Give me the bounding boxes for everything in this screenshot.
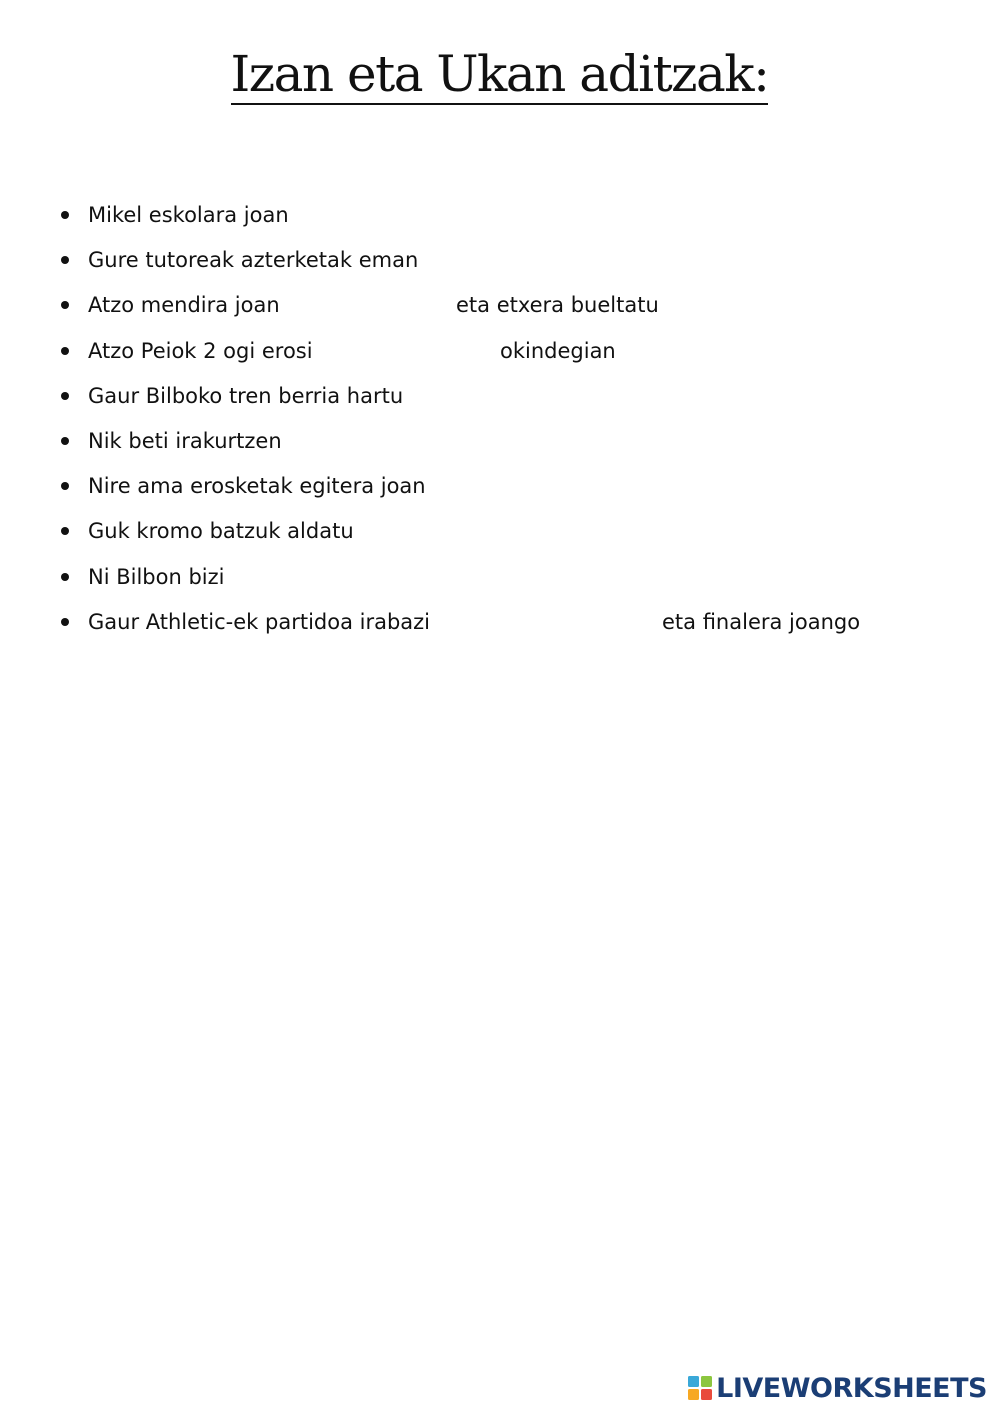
list-item (0, 377, 999, 422)
liveworksheets-logo-icon (688, 1376, 712, 1400)
bullet-icon (61, 211, 69, 219)
list-item (0, 603, 999, 648)
list-item (0, 467, 999, 512)
bullet-icon (61, 482, 69, 490)
bullet-icon (61, 618, 69, 626)
item-text: Gaur Bilboko tren berria hartu (88, 383, 404, 408)
bullet-icon (61, 301, 69, 309)
bullet-icon (61, 392, 69, 400)
item-text: Mikel eskolara joan (88, 203, 289, 227)
page-title (0, 44, 999, 104)
list-item (0, 286, 999, 331)
item-text: Gure tutoreak azterketak eman (88, 248, 419, 273)
bullet-icon (61, 437, 69, 445)
item-text: Ni Bilbon bizi (88, 564, 225, 589)
bullet-icon (61, 573, 69, 581)
list-item (0, 558, 999, 603)
item-text: Atzo mendira joan (88, 293, 280, 318)
item-text: Nire ama erosketak egitera joan (88, 474, 426, 499)
item-tail-text: okindegian (500, 338, 616, 363)
page-title-text: Izan eta Ukan aditzak: (230, 45, 769, 103)
bullet-icon (61, 256, 69, 264)
item-text: Nik beti irakurtzen (88, 428, 282, 453)
liveworksheets-logo (688, 1373, 987, 1403)
item-tail-text: eta finalera joango (662, 609, 861, 634)
bullet-icon (61, 347, 69, 355)
item-tail-text: eta etxera bueltatu (456, 293, 659, 318)
list-item (0, 241, 999, 286)
item-text: Atzo Peiok 2 ogi erosi (88, 338, 313, 363)
list-item (0, 422, 999, 467)
bullet-icon (61, 527, 69, 535)
list-item (0, 332, 999, 377)
item-text: Guk kromo batzuk aldatu (88, 519, 354, 544)
exercise-list (0, 196, 999, 648)
liveworksheets-logo-text: LIVEWORKSHEETS (716, 1372, 987, 1404)
list-item (0, 196, 999, 241)
item-text: Gaur Athletic-ek partidoa irabazi (88, 609, 431, 634)
list-item (0, 512, 999, 557)
